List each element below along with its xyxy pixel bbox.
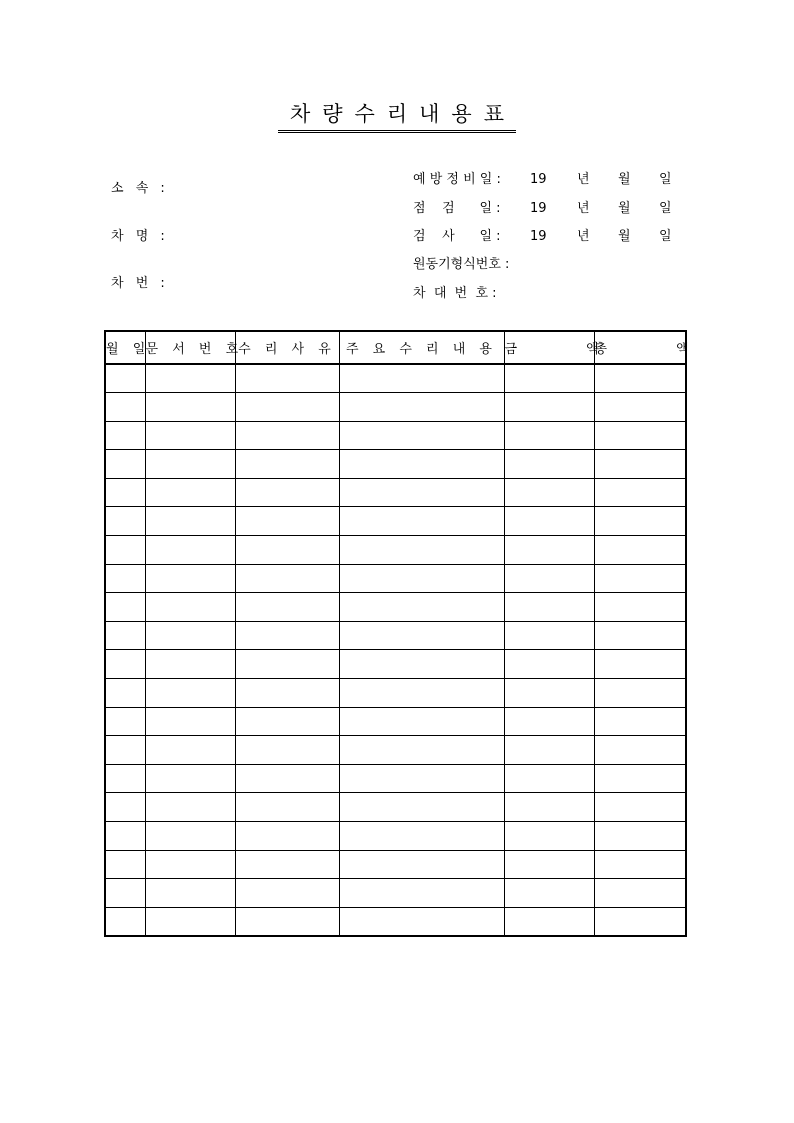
table-cell[interactable] <box>594 907 686 936</box>
table-cell[interactable] <box>105 764 145 793</box>
table-cell[interactable] <box>339 850 504 879</box>
table-cell[interactable] <box>145 507 235 536</box>
table-cell[interactable] <box>339 450 504 479</box>
table-cell[interactable] <box>145 393 235 422</box>
table-cell[interactable] <box>105 478 145 507</box>
table-cell[interactable] <box>504 593 594 622</box>
maintenance-year-unit: 년 <box>577 172 590 187</box>
table-cell[interactable] <box>594 793 686 822</box>
table-cell[interactable] <box>504 621 594 650</box>
table-cell[interactable] <box>105 450 145 479</box>
table-cell[interactable] <box>339 907 504 936</box>
table-cell[interactable] <box>145 621 235 650</box>
table-cell[interactable] <box>339 593 504 622</box>
engine-model-label: 원동기형식번호 : <box>413 257 510 272</box>
table-cell[interactable] <box>339 536 504 565</box>
table-cell[interactable] <box>339 879 504 908</box>
exam-month-unit: 월 <box>618 229 631 244</box>
table-cell[interactable] <box>339 764 504 793</box>
table-cell[interactable] <box>145 679 235 708</box>
table-cell[interactable] <box>594 536 686 565</box>
table-cell[interactable] <box>145 536 235 565</box>
table-cell[interactable] <box>235 879 339 908</box>
table-row <box>105 421 686 450</box>
exam-date-label: 검 사 일 : <box>413 229 501 244</box>
table-cell[interactable] <box>594 879 686 908</box>
table-cell[interactable] <box>594 650 686 679</box>
table-row <box>105 536 686 565</box>
header-amount: 금 액 <box>504 331 594 364</box>
table-cell[interactable] <box>105 421 145 450</box>
table-cell[interactable] <box>235 421 339 450</box>
table-cell[interactable] <box>105 679 145 708</box>
table-cell[interactable] <box>105 536 145 565</box>
header-date: 월 일 <box>105 331 145 364</box>
table-cell[interactable] <box>105 564 145 593</box>
table-cell[interactable] <box>594 393 686 422</box>
table-row <box>105 679 686 708</box>
table-cell[interactable] <box>145 850 235 879</box>
table-body <box>105 364 686 936</box>
table-cell[interactable] <box>145 450 235 479</box>
table-cell[interactable] <box>105 393 145 422</box>
table-cell[interactable] <box>235 393 339 422</box>
inspection-date-label: 점 검 일 : <box>413 201 501 216</box>
table-cell[interactable] <box>339 507 504 536</box>
maintenance-year: 19 <box>530 172 547 187</box>
table-cell[interactable] <box>594 364 686 393</box>
table-row <box>105 478 686 507</box>
table-cell[interactable] <box>594 707 686 736</box>
table-cell[interactable] <box>504 822 594 851</box>
table-cell[interactable] <box>145 907 235 936</box>
table-cell[interactable] <box>504 364 594 393</box>
table-cell[interactable] <box>105 593 145 622</box>
table-cell[interactable] <box>235 793 339 822</box>
table-row <box>105 879 686 908</box>
table-cell[interactable] <box>594 507 686 536</box>
table-header-row <box>105 331 686 364</box>
table-cell[interactable] <box>339 650 504 679</box>
maintenance-month-unit: 월 <box>618 172 631 187</box>
exam-year: 19 <box>530 229 547 244</box>
table-row <box>105 593 686 622</box>
table-cell[interactable] <box>235 478 339 507</box>
table-row <box>105 793 686 822</box>
table-cell[interactable] <box>594 850 686 879</box>
vehicle-name-label: 차 명 : <box>111 229 169 244</box>
table-cell[interactable] <box>594 450 686 479</box>
table-cell[interactable] <box>504 907 594 936</box>
repair-table <box>104 330 694 937</box>
table-cell[interactable] <box>145 764 235 793</box>
table-cell[interactable] <box>145 593 235 622</box>
table-cell[interactable] <box>339 621 504 650</box>
table-cell[interactable] <box>504 507 594 536</box>
table-cell[interactable] <box>339 822 504 851</box>
inspection-year: 19 <box>530 201 547 216</box>
table-cell[interactable] <box>145 879 235 908</box>
exam-day-unit: 일 <box>659 229 672 244</box>
title-text: 차량수리내용표 <box>278 100 516 133</box>
table-cell[interactable] <box>504 679 594 708</box>
table-cell[interactable] <box>145 822 235 851</box>
table-cell[interactable] <box>504 850 594 879</box>
table-cell[interactable] <box>504 478 594 507</box>
table-cell[interactable] <box>504 879 594 908</box>
table-row <box>105 736 686 765</box>
table-row <box>105 907 686 936</box>
table-cell[interactable] <box>594 564 686 593</box>
inspection-month-unit: 월 <box>618 201 631 216</box>
table-cell[interactable] <box>594 593 686 622</box>
table-cell[interactable] <box>145 736 235 765</box>
table-cell[interactable] <box>594 736 686 765</box>
table-cell[interactable] <box>105 650 145 679</box>
table-cell[interactable] <box>339 736 504 765</box>
header-document-number: 문 서 번 호 <box>145 331 235 364</box>
table-cell[interactable] <box>235 650 339 679</box>
table-cell[interactable] <box>145 564 235 593</box>
table-cell[interactable] <box>594 679 686 708</box>
table-cell[interactable] <box>105 879 145 908</box>
maintenance-day-unit: 일 <box>659 172 672 187</box>
table-row <box>105 764 686 793</box>
table-row <box>105 564 686 593</box>
affiliation-label: 소 속 : <box>111 181 169 196</box>
table-cell[interactable] <box>504 650 594 679</box>
table-cell[interactable] <box>339 679 504 708</box>
table-cell[interactable] <box>105 621 145 650</box>
table-cell[interactable] <box>235 450 339 479</box>
table-cell[interactable] <box>145 707 235 736</box>
table-cell[interactable] <box>145 421 235 450</box>
table-cell[interactable] <box>235 679 339 708</box>
table-row <box>105 507 686 536</box>
exam-year-unit: 년 <box>577 229 590 244</box>
table-cell[interactable] <box>339 393 504 422</box>
table-row <box>105 850 686 879</box>
table-cell[interactable] <box>339 421 504 450</box>
table-cell[interactable] <box>235 822 339 851</box>
table-cell[interactable] <box>504 393 594 422</box>
table-cell[interactable] <box>105 736 145 765</box>
table-cell[interactable] <box>504 536 594 565</box>
table-cell[interactable] <box>339 793 504 822</box>
table-cell[interactable] <box>594 478 686 507</box>
table-row <box>105 707 686 736</box>
table-row <box>105 393 686 422</box>
chassis-number-label: 차 대 번 호 : <box>413 286 497 301</box>
table-cell[interactable] <box>105 850 145 879</box>
table-cell[interactable] <box>339 707 504 736</box>
document-title <box>0 100 794 133</box>
inspection-year-unit: 년 <box>577 201 590 216</box>
table-cell[interactable] <box>105 707 145 736</box>
table-cell[interactable] <box>594 822 686 851</box>
maintenance-date-label: 예 방 정 비 일 : <box>413 172 501 187</box>
table-cell[interactable] <box>504 793 594 822</box>
table-cell[interactable] <box>235 593 339 622</box>
table-cell[interactable] <box>145 650 235 679</box>
table-cell[interactable] <box>235 364 339 393</box>
table-cell[interactable] <box>145 793 235 822</box>
table-cell[interactable] <box>504 707 594 736</box>
table-row <box>105 822 686 851</box>
table-cell[interactable] <box>504 764 594 793</box>
table-cell[interactable] <box>594 764 686 793</box>
table-cell[interactable] <box>105 507 145 536</box>
table-cell[interactable] <box>235 507 339 536</box>
table-cell[interactable] <box>105 822 145 851</box>
header-repair-details: 주 요 수 리 내 용 <box>339 331 504 364</box>
table-cell[interactable] <box>504 450 594 479</box>
inspection-day-unit: 일 <box>659 201 672 216</box>
table-cell[interactable] <box>105 793 145 822</box>
table-cell[interactable] <box>235 707 339 736</box>
table-cell[interactable] <box>504 564 594 593</box>
table-row <box>105 621 686 650</box>
table-cell[interactable] <box>105 364 145 393</box>
table-cell[interactable] <box>594 421 686 450</box>
table-cell[interactable] <box>235 736 339 765</box>
table-row <box>105 364 686 393</box>
vehicle-number-label: 차 번 : <box>111 276 169 291</box>
header-total: 총 액 <box>594 331 686 364</box>
table-cell[interactable] <box>235 764 339 793</box>
table-cell[interactable] <box>145 478 235 507</box>
table-cell[interactable] <box>235 621 339 650</box>
table-cell[interactable] <box>105 907 145 936</box>
header-repair-reason: 수 리 사 유 <box>235 331 339 364</box>
table-cell[interactable] <box>145 364 235 393</box>
table-cell[interactable] <box>339 564 504 593</box>
table-cell[interactable] <box>235 850 339 879</box>
table-row <box>105 450 686 479</box>
table-cell[interactable] <box>594 621 686 650</box>
table-cell[interactable] <box>235 564 339 593</box>
table-cell[interactable] <box>235 907 339 936</box>
table-cell[interactable] <box>504 421 594 450</box>
table-row <box>105 650 686 679</box>
table-cell[interactable] <box>339 364 504 393</box>
table-cell[interactable] <box>504 736 594 765</box>
table-cell[interactable] <box>339 478 504 507</box>
table-cell[interactable] <box>235 536 339 565</box>
